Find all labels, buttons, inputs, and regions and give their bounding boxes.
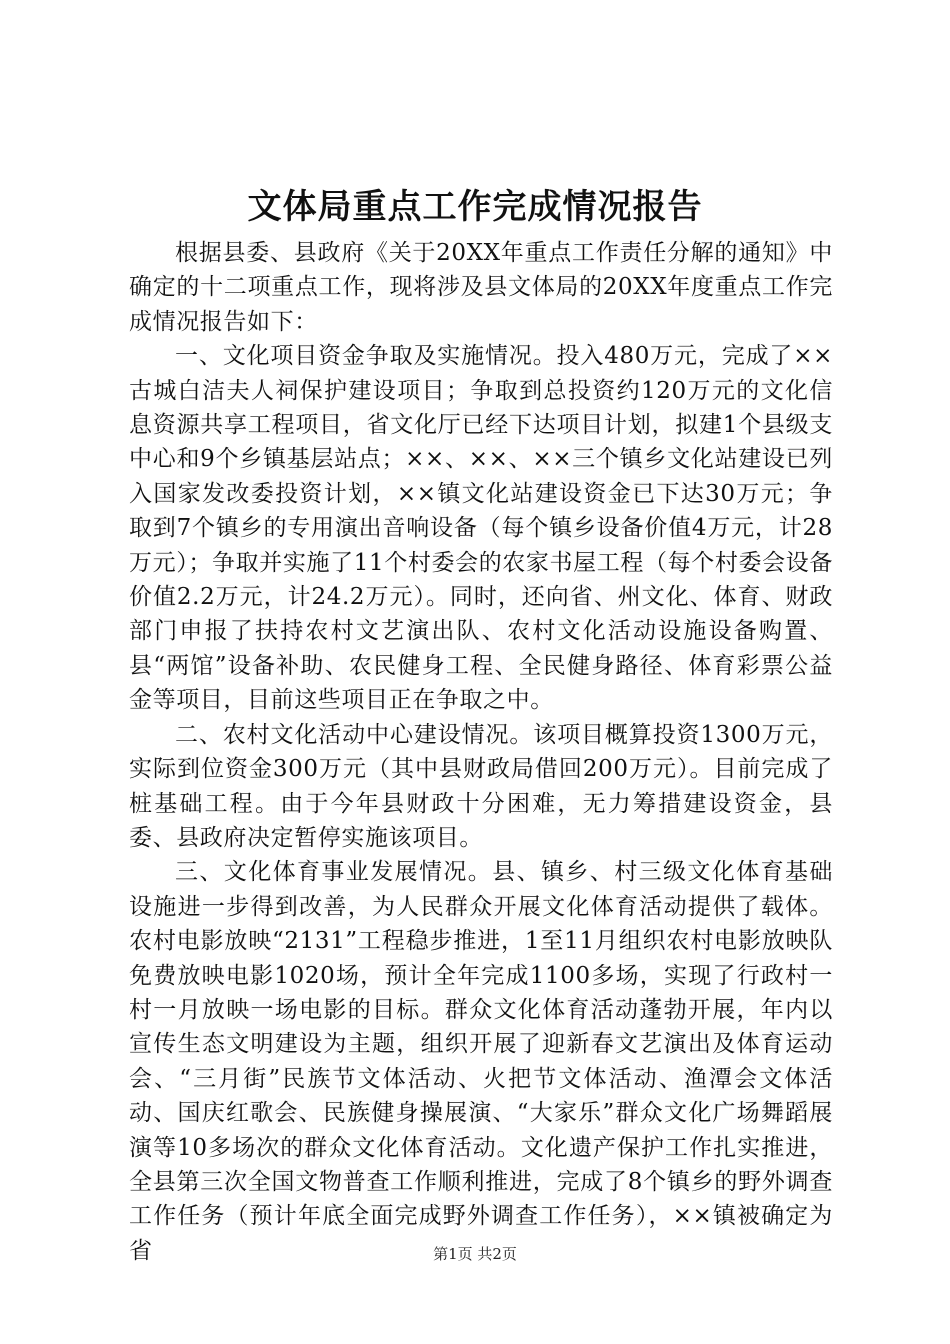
paragraph-intro: 根据县委、县政府《关于20XX年重点工作责任分解的通知》中确定的十二项重点工作，现将涉及县文体局的20XX年度重点工作完成情况报告如下：	[129, 240, 833, 335]
paragraph-section-1: 一、文化项目资金争取及实施情况。投入480万元，完成了××古城白洁夫人祠保护建设项目；争取到总投资约120万元的文化信息资源共享工程项目，省文化厅已经下达项目计划，拟建1个县级支中心和9个乡镇基层站点；××、××、××三个镇乡文化站建设已列入国家发改委投资计划，××镇文化站建设资金已下达30万元；争取到7个镇乡的专用演出音响设备（每个镇乡设备价值4万元，计28万元）；争取并实施了11个村委会的农家书屋工程（每个村委会设备价值2.2万元，计24.2万元）。同时，还向省、州文化、体育、财政部门申报了扶持农村文艺演出队、农村文化活动设施设备购置、县“两馆”设备补助、农民健身工程、全民健身路径、体育彩票公益金等项目，目前这些项目正在争取之中。	[129, 343, 833, 714]
document-title: 文体局重点工作完成情况报告	[247, 187, 703, 227]
document-body	[129, 236, 833, 1268]
paragraph-section-2: 二、农村文化活动中心建设情况。该项目概算投资1300万元，实际到位资金300万元（其中县财政局借回200万元）。目前完成了桩基础工程。由于今年县财政十分困难，无力筹措建设资金，县委、县政府决定暂停实施该项目。	[129, 721, 833, 851]
paragraph-section-3: 三、文化体育事业发展情况。县、镇乡、村三级文化体育基础设施进一步得到改善，为人民群众开展文化体育活动提供了载体。农村电影放映“2131”工程稳步推进，1至11月组织农村电影放映队免费放映电影1020场，预计全年完成1100多场，实现了行政村一村一月放映一场电影的目标。群众文化体育活动蓬勃开展，年内以宣传生态文明建设为主题，组织开展了迎新春文艺演出及体育运动会、“三月街”民族节文体活动、火把节文体活动、渔潭会文体活动、国庆红歌会、民族健身操展演、“大家乐”群众文化广场舞蹈展演等10多场次的群众文化体育活动。文化遗产保护工作扎实推进，全县第三次全国文物普查工作顺利推进，完成了8个镇乡的野外调查工作任务（预计年底全面完成野外调查工作任务），××镇被确定为省	[129, 859, 833, 1264]
page-number-footer: 第1页 共2页	[433, 1245, 517, 1263]
